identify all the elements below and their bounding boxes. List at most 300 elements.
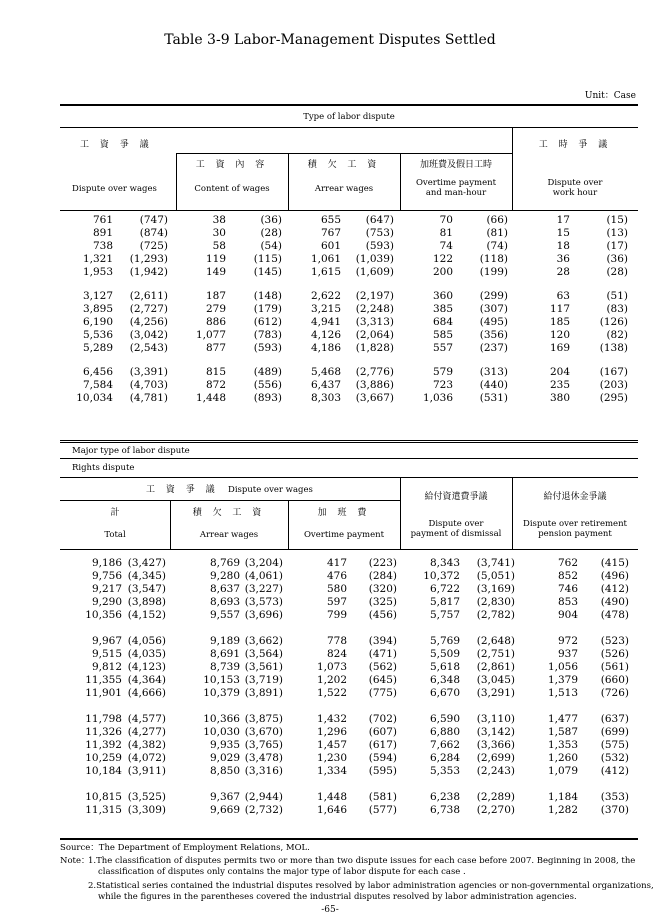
table-cell: (2,732) — [244, 804, 283, 816]
table-cell: 585 — [432, 329, 453, 341]
table-cell: 1,079 — [547, 765, 578, 777]
table-cell: 10,030 — [203, 726, 240, 738]
table-cell: (2,727) — [129, 303, 168, 315]
rule — [60, 500, 400, 501]
table-cell: 9,669 — [209, 804, 240, 816]
table-cell: (3,561) — [244, 661, 283, 673]
table-row — [0, 765, 660, 777]
hours-dispute-zh: 工 時 爭 議 — [538, 140, 612, 150]
table-cell: (313) — [479, 366, 508, 378]
table-cell: (2,270) — [476, 804, 515, 816]
t2-overtime-zh: 加 班 費 — [317, 508, 371, 518]
table-cell: 10,153 — [203, 674, 240, 686]
table-cell: (284) — [368, 570, 397, 582]
table-cell: 187 — [205, 290, 226, 302]
table-cell: 1,296 — [316, 726, 347, 738]
table-cell: (28) — [606, 266, 628, 278]
table-cell: (1,942) — [129, 266, 168, 278]
total-zh: 計 — [110, 508, 120, 518]
table-cell: (307) — [479, 303, 508, 315]
table-cell: (2,944) — [244, 791, 283, 803]
table-cell: (3,142) — [476, 726, 515, 738]
table-cell: 1,334 — [316, 765, 347, 777]
table-cell: (2,751) — [476, 648, 515, 660]
table-cell: 1,615 — [310, 266, 341, 278]
table-cell: 6,284 — [429, 752, 460, 764]
table-cell: (325) — [368, 596, 397, 608]
table-cell: (167) — [599, 366, 628, 378]
table-cell: (4,061) — [244, 570, 283, 582]
rule — [60, 458, 638, 459]
table-cell: (3,696) — [244, 609, 283, 621]
table-cell: 762 — [557, 557, 578, 569]
table-row — [0, 609, 660, 621]
wage-dispute-en: Dispute over wages — [72, 184, 157, 194]
table-cell: 15 — [556, 227, 570, 239]
table-cell: 7,584 — [82, 379, 113, 391]
table-cell: (3,478) — [244, 752, 283, 764]
table-cell: 476 — [326, 570, 347, 582]
table-cell: 579 — [432, 366, 453, 378]
table-cell: (17) — [606, 240, 628, 252]
table-cell: 1,457 — [316, 739, 347, 751]
table-cell: 1,646 — [316, 804, 347, 816]
table-row — [0, 214, 660, 226]
table-row — [0, 227, 660, 239]
table-cell: 5,468 — [310, 366, 341, 378]
table-cell: 1,353 — [547, 739, 578, 751]
table-cell: (36) — [606, 253, 628, 265]
table-cell: (478) — [600, 609, 629, 621]
table-cell: (775) — [368, 687, 397, 699]
table-cell: 10,259 — [85, 752, 122, 764]
table-cell: 9,812 — [91, 661, 122, 673]
table-cell: 120 — [549, 329, 570, 341]
table-cell: (356) — [479, 329, 508, 341]
table-cell: 10,034 — [76, 392, 113, 404]
table-cell: 904 — [557, 609, 578, 621]
table-cell: 28 — [556, 266, 570, 278]
table-cell: (556) — [253, 379, 282, 391]
table-row — [0, 739, 660, 751]
table-cell: 38 — [212, 214, 226, 226]
table-cell: (28) — [260, 227, 282, 239]
table-cell: 937 — [557, 648, 578, 660]
table-cell: 8,769 — [209, 557, 240, 569]
table-cell: (3,875) — [244, 713, 283, 725]
table-cell: (2,648) — [476, 635, 515, 647]
table-cell: 9,280 — [209, 570, 240, 582]
pension-en-1: Dispute over retirement — [523, 519, 627, 529]
table-cell: (237) — [479, 342, 508, 354]
table-cell: (2,289) — [476, 791, 515, 803]
table-cell: (353) — [600, 791, 629, 803]
table-cell: (4,364) — [127, 674, 166, 686]
table-cell: (1,828) — [355, 342, 394, 354]
table-cell: 972 — [557, 635, 578, 647]
table-cell: 6,590 — [429, 713, 460, 725]
table-cell: 6,670 — [429, 687, 460, 699]
page-number: -65- — [321, 905, 339, 915]
table-cell: 1,448 — [195, 392, 226, 404]
table-cell: (4,123) — [127, 661, 166, 673]
table-cell: 1,953 — [82, 266, 113, 278]
table-cell: 8,637 — [209, 583, 240, 595]
table-cell: (471) — [368, 648, 397, 660]
table-cell: 11,355 — [85, 674, 122, 686]
table-cell: 1,056 — [547, 661, 578, 673]
table-cell: 8,739 — [209, 661, 240, 673]
table-cell: 6,880 — [429, 726, 460, 738]
table-cell: 11,326 — [85, 726, 122, 738]
table-cell: (699) — [600, 726, 629, 738]
table-cell: (3,366) — [476, 739, 515, 751]
table-cell: (299) — [479, 290, 508, 302]
major-type-header: Major type of labor dispute — [72, 446, 190, 456]
table-cell: (495) — [479, 316, 508, 328]
table-cell: 5,769 — [429, 635, 460, 647]
table-cell: 1,202 — [316, 674, 347, 686]
table-cell: (726) — [600, 687, 629, 699]
table-cell: 9,367 — [209, 791, 240, 803]
table-cell: (295) — [599, 392, 628, 404]
table-cell: (3,719) — [244, 674, 283, 686]
table-cell: (3,667) — [355, 392, 394, 404]
table-cell: (3,898) — [127, 596, 166, 608]
table-cell: 815 — [205, 366, 226, 378]
table-cell: 9,515 — [91, 648, 122, 660]
table-cell: (526) — [600, 648, 629, 660]
rule — [60, 440, 638, 441]
rule — [176, 153, 512, 154]
table-cell: (4,152) — [127, 609, 166, 621]
table-row — [0, 570, 660, 582]
table-cell: 1,061 — [310, 253, 341, 265]
overtime-zh: 加班費及假日工時 — [419, 160, 492, 170]
table-cell: (118) — [479, 253, 508, 265]
table-cell: (199) — [479, 266, 508, 278]
table-cell: (36) — [260, 214, 282, 226]
table-cell: 891 — [92, 227, 113, 239]
table-row — [0, 661, 660, 673]
table-cell: 18 — [556, 240, 570, 252]
table-cell: (753) — [365, 227, 394, 239]
table-row — [0, 379, 660, 391]
table-cell: 119 — [205, 253, 226, 265]
table-cell: 1,260 — [547, 752, 578, 764]
table-cell: 9,967 — [91, 635, 122, 647]
t2-wage-dispute-zh: 工 資 爭 議 — [146, 485, 219, 495]
table-cell: (4,781) — [129, 392, 168, 404]
table-cell: (412) — [600, 765, 629, 777]
table-cell: (3,911) — [127, 765, 166, 777]
table-row — [0, 329, 660, 341]
table-cell: (3,564) — [244, 648, 283, 660]
table-cell: (490) — [600, 596, 629, 608]
table-cell: 6,190 — [82, 316, 113, 328]
table-cell: 204 — [549, 366, 570, 378]
table-cell: 58 — [212, 240, 226, 252]
table-cell: 30 — [212, 227, 226, 239]
arrear-wages-en: Arrear wages — [314, 184, 374, 194]
table-cell: 1,184 — [547, 791, 578, 803]
table-cell: 11,798 — [85, 713, 122, 725]
table-cell: 3,895 — [82, 303, 113, 315]
table-cell: (4,345) — [127, 570, 166, 582]
table-cell: 877 — [205, 342, 226, 354]
table-cell: (83) — [606, 303, 628, 315]
table-cell: 8,343 — [429, 557, 460, 569]
table-cell: (4,072) — [127, 752, 166, 764]
table-cell: (532) — [600, 752, 629, 764]
table-cell: 872 — [205, 379, 226, 391]
table-cell: 11,315 — [85, 804, 122, 816]
table-cell: (3,891) — [244, 687, 283, 699]
table-cell: 200 — [432, 266, 453, 278]
type-of-dispute-header: Type of labor dispute — [303, 112, 395, 122]
dismissal-en-2: payment of dismissal — [410, 529, 502, 539]
table-cell: 10,379 — [203, 687, 240, 699]
table-cell: 10,366 — [203, 713, 240, 725]
table-cell: 1,230 — [316, 752, 347, 764]
table-cell: (645) — [368, 674, 397, 686]
table-cell: (66) — [486, 214, 508, 226]
table-cell: (3,316) — [244, 765, 283, 777]
unit-label: Unit：Case — [584, 91, 636, 101]
table-cell: (440) — [479, 379, 508, 391]
table-cell: 5,536 — [82, 329, 113, 341]
table-cell: 7,662 — [429, 739, 460, 751]
table-cell: (3,670) — [244, 726, 283, 738]
table-row — [0, 266, 660, 278]
rule — [60, 127, 638, 128]
table-cell: 9,756 — [91, 570, 122, 582]
table-cell: 1,587 — [547, 726, 578, 738]
overtime-en-1: Overtime payment — [415, 178, 497, 188]
note-1-line-2: classification of disputes only contains the major type of labor dispute for each case . — [98, 867, 466, 877]
table-cell: (3,045) — [476, 674, 515, 686]
table-cell: (562) — [368, 661, 397, 673]
table-cell: 11,392 — [85, 739, 122, 751]
table-cell: (179) — [253, 303, 282, 315]
table-cell: 8,303 — [310, 392, 341, 404]
table-cell: (3,227) — [244, 583, 283, 595]
table-cell: (4,382) — [127, 739, 166, 751]
table-cell: (3,042) — [129, 329, 168, 341]
table-cell: (2,243) — [476, 765, 515, 777]
table-cell: (145) — [253, 266, 282, 278]
rule — [60, 477, 638, 478]
table-cell: 1,282 — [547, 804, 578, 816]
table-cell: (496) — [600, 570, 629, 582]
table-cell: (415) — [600, 557, 629, 569]
table-cell: (2,611) — [129, 290, 168, 302]
table-cell: (3,765) — [244, 739, 283, 751]
note-1-line-1: 1.The classification of disputes permits two or more than two dispute issues for each case before 2007. Beginning in 2008, the — [88, 856, 636, 866]
table-cell: (2,776) — [355, 366, 394, 378]
table-cell: 853 — [557, 596, 578, 608]
table-cell: (594) — [368, 752, 397, 764]
table-cell: 10,184 — [85, 765, 122, 777]
rule — [60, 210, 638, 211]
table-cell: (531) — [479, 392, 508, 404]
table-cell: (394) — [368, 635, 397, 647]
table-row — [0, 596, 660, 608]
table-row — [0, 726, 660, 738]
table-cell: 1,513 — [547, 687, 578, 699]
wage-dispute-zh: 工 資 爭 議 — [80, 140, 153, 150]
table-cell: (3,291) — [476, 687, 515, 699]
table-cell: (2,248) — [355, 303, 394, 315]
t2-overtime-en: Overtime payment — [303, 530, 385, 540]
table-row — [0, 316, 660, 328]
table-cell: (575) — [600, 739, 629, 751]
table-cell: 417 — [326, 557, 347, 569]
table-cell: (593) — [365, 240, 394, 252]
table-cell: 9,217 — [91, 583, 122, 595]
table-cell: 1,432 — [316, 713, 347, 725]
source-note: Source：The Department of Employment Relations, MOL. — [60, 843, 310, 853]
table-cell: 5,757 — [429, 609, 460, 621]
dismissal-zh: 給付資遣費爭議 — [424, 492, 488, 502]
table-cell: 2,622 — [310, 290, 341, 302]
content-wages-zh: 工 資 內 容 — [195, 160, 269, 170]
table-cell: 601 — [320, 240, 341, 252]
table-cell: 70 — [439, 214, 453, 226]
arrear-wages-zh: 積 欠 工 資 — [307, 160, 381, 170]
table-cell: 886 — [205, 316, 226, 328]
table-cell: (561) — [600, 661, 629, 673]
table-row — [0, 240, 660, 252]
table-row — [0, 583, 660, 595]
table-row — [0, 804, 660, 816]
table-row — [0, 687, 660, 699]
table-cell: 1,077 — [195, 329, 226, 341]
table-cell: 5,353 — [429, 765, 460, 777]
table-cell: (523) — [600, 635, 629, 647]
table-cell: 3,215 — [310, 303, 341, 315]
table-cell: (1,039) — [355, 253, 394, 265]
table-cell: (581) — [368, 791, 397, 803]
table-cell: 799 — [326, 609, 347, 621]
table-cell: 4,126 — [310, 329, 341, 341]
table-cell: (2,543) — [129, 342, 168, 354]
table-row — [0, 648, 660, 660]
table-cell: 4,186 — [310, 342, 341, 354]
table-cell: 5,618 — [429, 661, 460, 673]
table-cell: (3,313) — [355, 316, 394, 328]
table-cell: 5,289 — [82, 342, 113, 354]
pension-zh: 給付退休金爭議 — [543, 492, 607, 502]
t2-wage-dispute-en: Dispute over wages — [228, 485, 313, 495]
table-cell: (3,110) — [476, 713, 515, 725]
table-cell: (702) — [368, 713, 397, 725]
table-cell: (3,547) — [127, 583, 166, 595]
table-cell: (3,886) — [355, 379, 394, 391]
table-cell: 5,817 — [429, 596, 460, 608]
table-cell: (893) — [253, 392, 282, 404]
table-row — [0, 342, 660, 354]
table-cell: (3,309) — [127, 804, 166, 816]
table-cell: (3,525) — [127, 791, 166, 803]
t2-arrear-zh: 積 欠 工 資 — [192, 508, 266, 518]
table-cell: (138) — [599, 342, 628, 354]
table-cell: 3,127 — [82, 290, 113, 302]
table-cell: (3,427) — [127, 557, 166, 569]
note-2-line-2: while the figures in the parentheses covered the industrial disputes resolved by labor administration agencies. — [98, 892, 577, 902]
table-cell: (1,293) — [129, 253, 168, 265]
table-cell: 761 — [92, 214, 113, 226]
table-cell: 1,379 — [547, 674, 578, 686]
table-cell: (637) — [600, 713, 629, 725]
table-cell: (3,573) — [244, 596, 283, 608]
table-cell: (577) — [368, 804, 397, 816]
table-cell: 8,850 — [209, 765, 240, 777]
table2-bottom-rule — [60, 838, 638, 840]
table-cell: 149 — [205, 266, 226, 278]
table-cell: (3,741) — [476, 557, 515, 569]
table-cell: (1,609) — [355, 266, 394, 278]
table-cell: 1,073 — [316, 661, 347, 673]
table-row — [0, 392, 660, 404]
table-cell: (51) — [606, 290, 628, 302]
table-cell: 185 — [549, 316, 570, 328]
table-cell: 380 — [549, 392, 570, 404]
dismissal-en-1: Dispute over — [428, 519, 484, 529]
table-cell: 74 — [439, 240, 453, 252]
table-cell: (412) — [600, 583, 629, 595]
rights-dispute-header: Rights dispute — [72, 463, 135, 473]
table-cell: (5,051) — [476, 570, 515, 582]
table-cell: (660) — [600, 674, 629, 686]
table-cell: 279 — [205, 303, 226, 315]
table-cell: (13) — [606, 227, 628, 239]
table-row — [0, 366, 660, 378]
table-cell: (747) — [139, 214, 168, 226]
table-cell: 9,186 — [91, 557, 122, 569]
table-cell: (4,666) — [127, 687, 166, 699]
table-cell: (647) — [365, 214, 394, 226]
table-cell: (320) — [368, 583, 397, 595]
table-cell: (595) — [368, 765, 397, 777]
table-cell: (612) — [253, 316, 282, 328]
table-cell: 6,456 — [82, 366, 113, 378]
table-cell: (725) — [139, 240, 168, 252]
table-cell: 5,509 — [429, 648, 460, 660]
table-cell: 6,348 — [429, 674, 460, 686]
table-cell: 9,290 — [91, 596, 122, 608]
table-cell: (607) — [368, 726, 397, 738]
table-cell: (148) — [253, 290, 282, 302]
table-cell: (203) — [599, 379, 628, 391]
table-row — [0, 791, 660, 803]
table-cell: (2,782) — [476, 609, 515, 621]
table-cell: (82) — [606, 329, 628, 341]
table-cell: 597 — [326, 596, 347, 608]
table-row — [0, 303, 660, 315]
table-cell: (3,662) — [244, 635, 283, 647]
table-cell: 10,356 — [85, 609, 122, 621]
table-cell: 580 — [326, 583, 347, 595]
table-cell: (74) — [486, 240, 508, 252]
table-cell: 360 — [432, 290, 453, 302]
table-cell: 6,722 — [429, 583, 460, 595]
table-cell: (3,391) — [129, 366, 168, 378]
table-cell: (2,830) — [476, 596, 515, 608]
table-cell: (3,204) — [244, 557, 283, 569]
table-cell: (617) — [368, 739, 397, 751]
table-row — [0, 290, 660, 302]
